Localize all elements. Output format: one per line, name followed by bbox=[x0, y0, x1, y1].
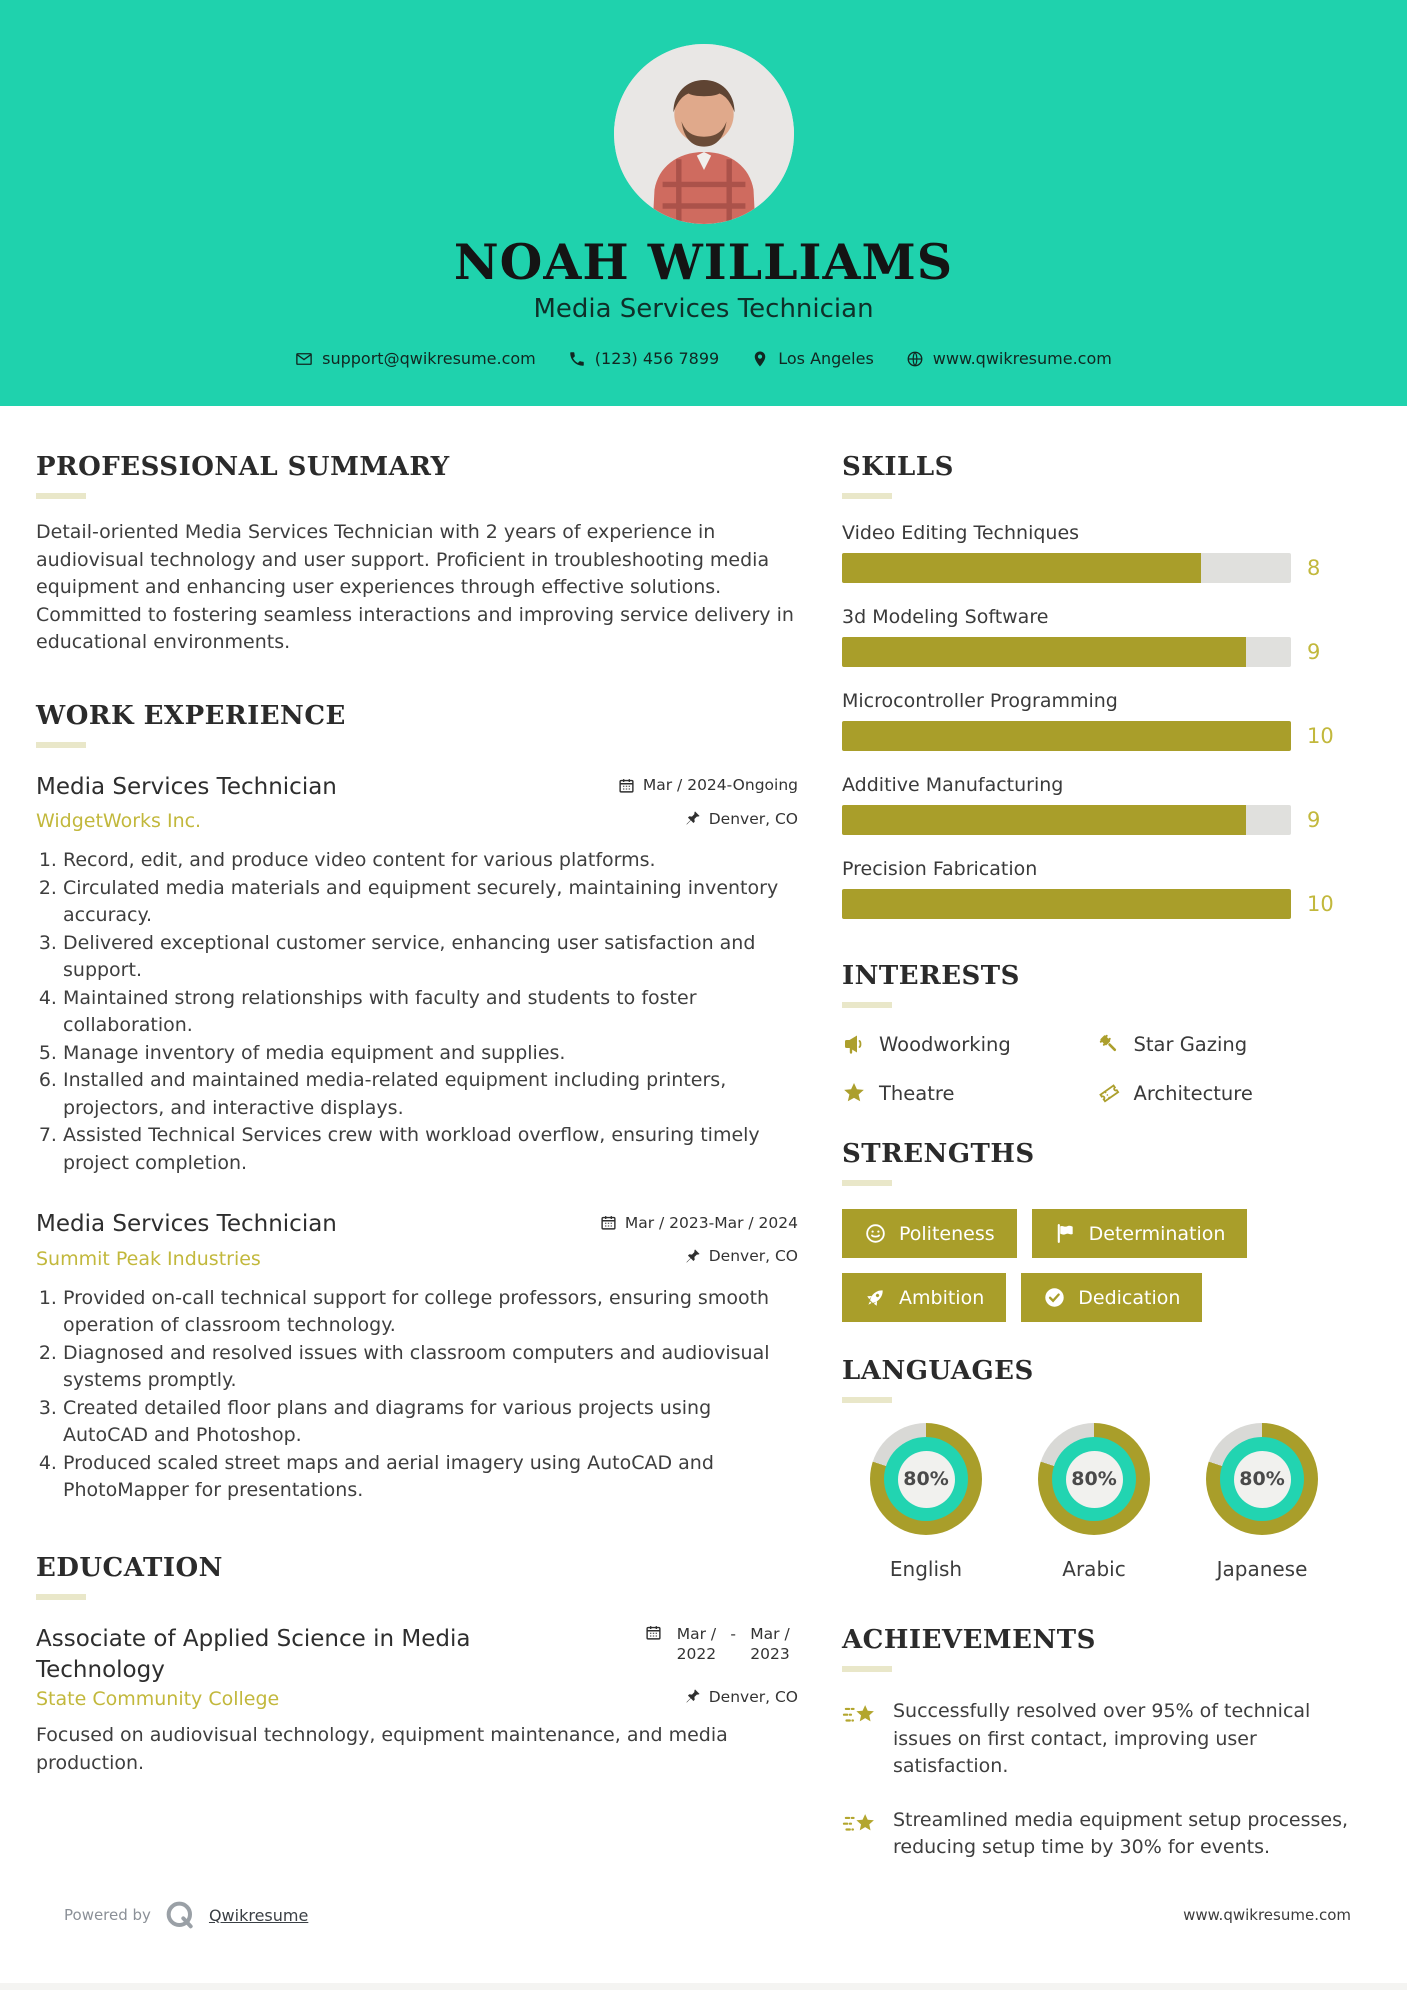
skill-score: 10 bbox=[1307, 892, 1334, 916]
skill-bar-track bbox=[842, 889, 1291, 919]
skill-label: Additive Manufacturing bbox=[842, 774, 1064, 796]
skill-item bbox=[842, 774, 1351, 835]
skill-bar-fill bbox=[842, 721, 1291, 751]
achievements-heading: ACHIEVEMENTS bbox=[842, 1625, 1096, 1655]
section-professional-summary bbox=[36, 452, 798, 657]
heading-rule bbox=[36, 1594, 86, 1600]
education-heading: EDUCATION bbox=[36, 1552, 223, 1583]
education-date-start: Mar / 2022 bbox=[676, 1624, 717, 1663]
language-percent: 80% bbox=[1234, 1451, 1291, 1508]
job-location bbox=[684, 810, 798, 828]
strength-label: Determination bbox=[1088, 1222, 1226, 1245]
interests-heading: INTERESTS bbox=[842, 961, 1020, 991]
language-label: Arabic bbox=[1062, 1557, 1126, 1581]
skill-bar-track bbox=[842, 805, 1291, 835]
profile-photo bbox=[614, 44, 794, 224]
star-icon bbox=[842, 1081, 866, 1105]
job-company: Summit Peak Industries bbox=[36, 1247, 261, 1270]
section-strengths bbox=[842, 1139, 1351, 1322]
job-bullet: 5. Manage inventory of media equipment and supplies. bbox=[63, 1040, 798, 1068]
interest-label: Theatre bbox=[879, 1081, 955, 1105]
job-dates-text: Mar / 2024-Ongoing bbox=[642, 776, 798, 794]
strengths-heading: STRENGTHS bbox=[842, 1139, 1035, 1169]
interest-label: Star Gazing bbox=[1133, 1032, 1248, 1056]
interest-item bbox=[842, 1032, 1097, 1056]
powered-by-block bbox=[64, 1899, 308, 1931]
summary-text: Detail-oriented Media Services Technician with 2 years of experience in audiovisual technology and user support. Proficient in troubleshooting media equipment and enhancing user experiences through effective solutions. Committed to fostering seamless interactions and improving service delivery in educational environments. bbox=[36, 521, 794, 653]
strength-badge bbox=[842, 1209, 1017, 1258]
language-label: Japanese bbox=[1216, 1557, 1308, 1581]
education-location-text: Denver, CO bbox=[708, 1687, 798, 1706]
section-work-experience bbox=[36, 701, 798, 1505]
heading-rule bbox=[842, 1666, 892, 1672]
job-location-text: Denver, CO bbox=[708, 1247, 798, 1265]
qwikresume-link[interactable]: Qwikresume bbox=[208, 1905, 309, 1925]
skill-item bbox=[842, 858, 1351, 919]
pushpin-icon bbox=[684, 1688, 701, 1705]
job-bullet: 2. Diagnosed and resolved issues with classroom computers and audiovisual systems promptly. bbox=[63, 1340, 798, 1395]
achievement-text: Streamlined media equipment setup processes, reducing setup time by 30% for events. bbox=[893, 1808, 1349, 1858]
header bbox=[0, 0, 1407, 406]
job-title: Media Services Technician bbox=[36, 773, 337, 800]
job-dates bbox=[618, 776, 798, 794]
flag-icon bbox=[1054, 1222, 1077, 1245]
strength-badge bbox=[842, 1273, 1006, 1322]
strength-label: Politeness bbox=[899, 1222, 995, 1245]
section-education bbox=[36, 1553, 798, 1778]
shooting-star-icon bbox=[842, 1809, 878, 1841]
job-bullet: 4. Produced scaled street maps and aerial imagery using AutoCAD and PhotoMapper for presentations. bbox=[63, 1450, 798, 1505]
contact-location-text: Los Angeles bbox=[778, 349, 874, 368]
left-column bbox=[36, 406, 798, 1862]
job-company: WidgetWorks Inc. bbox=[36, 810, 202, 832]
person-name: NOAH WILLIAMS bbox=[453, 233, 954, 291]
mail-icon bbox=[295, 350, 313, 368]
job-bullet-list bbox=[36, 1285, 798, 1505]
contact-phone-text: (123) 456 7899 bbox=[594, 349, 720, 368]
heading-rule bbox=[842, 1180, 892, 1186]
job-dates-text: Mar / 2023-Mar / 2024 bbox=[624, 1213, 798, 1232]
education-description: Focused on audiovisual technology, equipment maintenance, and media production. bbox=[36, 1724, 728, 1774]
contact-phone bbox=[568, 349, 719, 368]
job-location bbox=[684, 1247, 798, 1265]
job-title: Media Services Technician bbox=[36, 1211, 337, 1237]
strength-badge bbox=[1032, 1209, 1248, 1258]
pushpin-icon bbox=[684, 1248, 701, 1265]
language-percent: 80% bbox=[898, 1451, 955, 1508]
skill-label: Precision Fabrication bbox=[842, 858, 1038, 880]
contact-website[interactable] bbox=[906, 349, 1112, 368]
skill-item bbox=[842, 522, 1351, 583]
job-bullet: 3. Created detailed floor plans and diagrams for various projects using AutoCAD and Photoshop. bbox=[63, 1395, 798, 1450]
skill-item bbox=[842, 606, 1351, 667]
job-entry bbox=[36, 1211, 798, 1505]
education-school: State Community College bbox=[36, 1688, 280, 1710]
job-bullet: 6. Installed and maintained media-related equipment including printers, projectors, and interactive displays. bbox=[63, 1067, 798, 1122]
skill-label: Microcontroller Programming bbox=[842, 690, 1118, 712]
contact-location bbox=[751, 349, 874, 368]
powered-by-text: Powered by bbox=[64, 1906, 151, 1924]
interest-item bbox=[842, 1081, 1097, 1105]
language-item bbox=[842, 1423, 1010, 1581]
job-location-text: Denver, CO bbox=[708, 809, 798, 828]
education-location bbox=[684, 1688, 798, 1706]
achievement-text: Successfully resolved over 95% of technical issues on first contact, improving user satisfaction. bbox=[893, 1700, 1311, 1777]
languages-heading: LANGUAGES bbox=[842, 1356, 1034, 1386]
bottom-strip bbox=[0, 1983, 1407, 1990]
contact-website-text: www.qwikresume.com bbox=[932, 349, 1112, 368]
language-donut-chart bbox=[870, 1423, 982, 1535]
ticket-icon bbox=[1097, 1081, 1121, 1105]
interest-label: Architecture bbox=[1133, 1081, 1253, 1105]
skill-bar-track bbox=[842, 637, 1291, 667]
main-content bbox=[0, 406, 1407, 1862]
job-dates bbox=[600, 1214, 798, 1232]
job-bullet-list bbox=[36, 847, 798, 1177]
skill-item bbox=[842, 690, 1351, 751]
interest-item bbox=[1097, 1032, 1352, 1056]
interest-item bbox=[1097, 1081, 1352, 1105]
skill-score: 9 bbox=[1307, 640, 1321, 664]
calendar-icon bbox=[600, 1214, 617, 1231]
achievement-item bbox=[842, 1807, 1351, 1862]
job-bullet: 4. Maintained strong relationships with faculty and students to foster collaboration. bbox=[63, 985, 798, 1040]
skill-bar-fill bbox=[842, 889, 1291, 919]
skill-bar-track bbox=[842, 553, 1291, 583]
heading-rule bbox=[36, 742, 86, 748]
pushpin-icon bbox=[684, 810, 701, 827]
education-date-separator: - bbox=[730, 1624, 736, 1643]
calendar-icon bbox=[645, 1624, 662, 1641]
section-interests bbox=[842, 961, 1351, 1105]
location-pin-icon bbox=[751, 350, 769, 368]
skill-bar-fill bbox=[842, 553, 1201, 583]
interest-label: Woodworking bbox=[879, 1032, 1011, 1056]
heading-rule bbox=[36, 493, 86, 499]
skills-heading: SKILLS bbox=[842, 452, 954, 482]
achievement-item bbox=[842, 1698, 1351, 1781]
calendar-icon bbox=[618, 777, 635, 794]
megaphone-icon bbox=[842, 1032, 866, 1056]
skill-score: 10 bbox=[1307, 724, 1334, 748]
gavel-icon bbox=[1097, 1032, 1121, 1056]
heading-rule bbox=[842, 1002, 892, 1008]
contact-email-text: support@qwikresume.com bbox=[322, 349, 536, 368]
language-label: English bbox=[889, 1557, 963, 1581]
rocket-icon bbox=[864, 1286, 887, 1309]
strength-label: Ambition bbox=[899, 1286, 985, 1309]
job-bullet: 2. Circulated media materials and equipment securely, maintaining inventory accuracy. bbox=[63, 875, 798, 930]
language-item bbox=[1010, 1423, 1178, 1581]
strength-badge bbox=[1021, 1273, 1202, 1322]
language-percent: 80% bbox=[1066, 1451, 1123, 1508]
skill-bar-track bbox=[842, 721, 1291, 751]
footer bbox=[0, 1899, 1407, 1931]
work-heading: WORK EXPERIENCE bbox=[36, 700, 346, 731]
job-bullet: 7. Assisted Technical Services crew with workload overflow, ensuring timely project completion. bbox=[63, 1122, 798, 1177]
job-entry bbox=[36, 774, 798, 1178]
person-job-title: Media Services Technician bbox=[533, 294, 874, 324]
language-donut-chart bbox=[1206, 1423, 1318, 1535]
education-degree: Associate of Applied Science in Media Technology bbox=[36, 1625, 471, 1683]
qwikresume-logo-icon bbox=[164, 1899, 196, 1931]
person-portrait bbox=[614, 44, 794, 224]
skill-bar-fill bbox=[842, 637, 1246, 667]
skill-score: 9 bbox=[1307, 808, 1321, 832]
heading-rule bbox=[842, 1397, 892, 1403]
contact-row bbox=[0, 349, 1407, 368]
language-donut-chart bbox=[1038, 1423, 1150, 1535]
summary-heading: PROFESSIONAL SUMMARY bbox=[36, 452, 450, 482]
section-languages bbox=[842, 1356, 1351, 1581]
smiley-icon bbox=[864, 1222, 887, 1245]
right-column bbox=[842, 406, 1351, 1862]
check-circle-icon bbox=[1043, 1286, 1066, 1309]
shooting-star-icon bbox=[842, 1700, 878, 1732]
phone-icon bbox=[568, 350, 586, 368]
job-bullet: 3. Delivered exceptional customer service, enhancing user satisfaction and support. bbox=[63, 930, 798, 985]
section-skills bbox=[842, 452, 1351, 919]
footer-website-link[interactable]: www.qwikresume.com bbox=[1183, 1906, 1351, 1924]
strength-label: Dedication bbox=[1078, 1286, 1181, 1309]
skill-label: Video Editing Techniques bbox=[842, 522, 1080, 544]
heading-rule bbox=[842, 493, 892, 499]
skill-bar-fill bbox=[842, 805, 1246, 835]
contact-email[interactable] bbox=[295, 349, 536, 368]
skill-score: 8 bbox=[1307, 556, 1321, 580]
skill-label: 3d Modeling Software bbox=[842, 606, 1049, 628]
job-bullet: 1. Record, edit, and produce video content for various platforms. bbox=[63, 847, 798, 875]
language-item bbox=[1178, 1423, 1346, 1581]
job-bullet: 1. Provided on-call technical support for college professors, ensuring smooth operation of classroom technology. bbox=[63, 1285, 798, 1340]
globe-icon bbox=[906, 350, 924, 368]
education-date-end: Mar / 2023 bbox=[750, 1624, 790, 1663]
section-achievements bbox=[842, 1625, 1351, 1862]
education-dates bbox=[645, 1624, 798, 1664]
